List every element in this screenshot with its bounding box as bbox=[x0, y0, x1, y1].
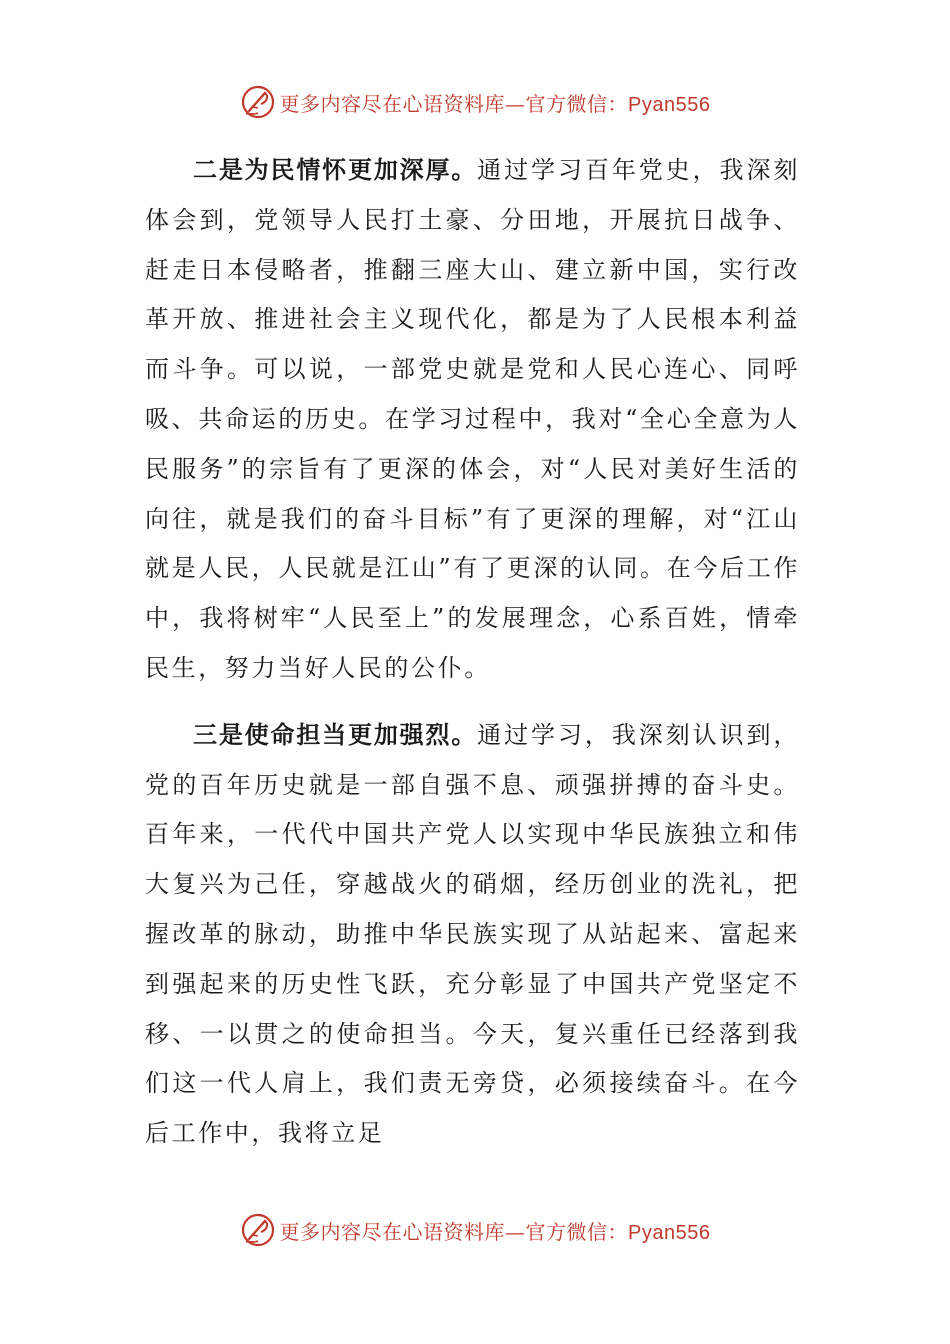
paragraph-lead: 三是使命担当更加强烈。 bbox=[193, 720, 478, 749]
paragraph-people-sentiment bbox=[145, 146, 800, 694]
footer-watermark-banner bbox=[0, 1208, 950, 1252]
document-body bbox=[145, 146, 800, 1159]
watermark-text: 更多内容尽在心语资料库—官方微信：Pyan556 bbox=[279, 91, 711, 116]
watermark-text: 更多内容尽在心语资料库—官方微信：Pyan556 bbox=[279, 1219, 711, 1244]
paragraph-body: 通过学习百年党史，我深刻体会到，党领导人民打土豪、分田地，开展抗日战争、赶走日本侵略者，推翻三座大山、建立新中国，实行改革开放、推进社会主义现代化，都是为了人民根本利益而斗争。可以说，一部党史就是党和人民心连心、同呼吸、共命运的历史。在学习过程中，我对“全心全意为人民服务”的宗旨有了更深的体会，对“人民对美好生活的向往，就是我们的奋斗目标”有了更深的理解，对“江山就是人民，人民就是江山”有了更深的认同。在今后工作中，我将树牢“人民至上”的发展理念，心系百姓，情牵民生，努力当好人民的公仆。 bbox=[145, 156, 801, 682]
quill-logo-icon bbox=[240, 84, 276, 120]
watermark-handle: Pyan556 bbox=[628, 1221, 711, 1244]
paragraph-body: 通过学习，我深刻认识到，党的百年历史就是一部自强不息、顽强拼搏的奋斗史。百年来，一代代中国共产党人以实现中华民族独立和伟大复兴为己任，穿越战火的硝烟，经历创业的洗礼，把握改革的脉动，助推中华民族实现了从站起来、富起来到强起来的历史性飞跃，充分彰显了中国共产党坚定不移、一以贯之的使命担当。今天，复兴重任已经落到我们这一代人肩上，我们责无旁贷，必须接续奋斗。在今后工作中，我将立足 bbox=[145, 720, 801, 1148]
paragraph-mission-responsibility bbox=[145, 711, 800, 1159]
paragraph-lead: 二是为民情怀更加深厚。 bbox=[193, 156, 478, 184]
watermark-handle: Pyan556 bbox=[628, 93, 711, 116]
header-watermark-banner bbox=[0, 80, 950, 124]
quill-logo-icon bbox=[240, 1212, 276, 1248]
